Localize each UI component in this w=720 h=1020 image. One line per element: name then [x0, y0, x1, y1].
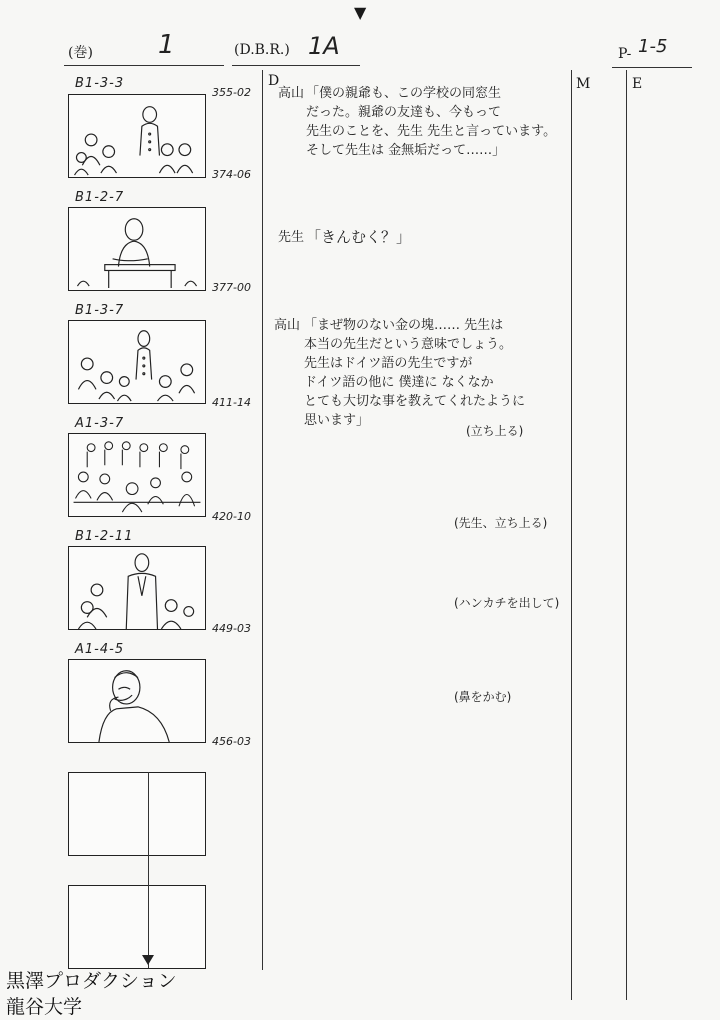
reel-underline: [64, 65, 224, 66]
dbr-label: (D.B.R.): [234, 42, 290, 58]
shot-label: B1-2-7: [75, 190, 125, 205]
column-e-header: E: [632, 76, 643, 92]
storyboard-frame: [68, 659, 206, 743]
dbr-value: 1A: [308, 32, 340, 60]
credit-university: 龍谷大学: [6, 996, 83, 1018]
storyboard-frame-empty: [68, 772, 206, 856]
column-rule-music: [626, 70, 627, 1000]
page-marker-arrow: ▼: [354, 3, 367, 22]
dbr-underline: [232, 65, 360, 66]
stage-direction: (ハンカチを出して): [454, 596, 560, 610]
sketch-teacher-at-desk-icon: [69, 208, 205, 290]
sketch-classroom-icon: [69, 434, 205, 516]
stage-direction: (鼻をかむ): [454, 690, 512, 704]
shot-label: B1-2-11: [75, 529, 134, 544]
sketch-students-and-teacher-icon: [69, 95, 205, 177]
page-value: 1-5: [638, 36, 668, 57]
column-rule-picture: [262, 70, 263, 970]
storyboard-frame-empty: [68, 885, 206, 969]
dialogue-line: 「僕の親爺も、この学校の同窓生 だった。親爺の友達も、今もって 先生のことを、先生 先生と言っています。 そして先生は 金無垢だって……」: [306, 86, 557, 158]
timecode-out: 411-14: [212, 396, 251, 409]
shot-label: A1-3-7: [75, 416, 125, 431]
timecode-out: 420-10: [212, 510, 251, 523]
storyboard-frame: [68, 433, 206, 517]
dialogue-line: 「きんむく？」: [306, 228, 412, 246]
timecode-out: 449-03: [212, 622, 251, 635]
storyboard-frame: [68, 207, 206, 291]
credit-production: 黒澤プロダクション: [6, 970, 177, 992]
dialogue-speaker: 先生: [278, 230, 305, 245]
storyboard-frame: [68, 546, 206, 630]
page-label: P-: [618, 46, 632, 62]
timecode-out: 456-03: [212, 735, 251, 748]
continuation-line: [148, 772, 149, 968]
reel-label: (巻): [68, 45, 93, 61]
shot-label: A1-4-5: [75, 642, 125, 657]
sketch-students-and-teacher-icon: [69, 321, 205, 403]
dialogue-line: 「まぜ物のない金の塊…… 先生は 本当の先生だという意味でしょう。 先生はドイツ語の先生ですが ドイツ語の他に 僕達に なくなか とても大切な事を教えてくれたように 思います」: [304, 318, 526, 428]
stage-direction: (立ち上る): [466, 424, 524, 438]
sketch-teacher-closeup-icon: [69, 660, 205, 742]
stage-direction: (先生、立ち上る): [454, 516, 548, 530]
column-m-header: M: [576, 76, 591, 92]
dialogue-speaker: 高山: [278, 86, 305, 101]
dialogue-speaker: 高山: [274, 318, 301, 333]
column-rule-dialogue: [571, 70, 572, 1000]
shot-label: B1-3-7: [75, 303, 125, 318]
timecode-out: 374-06: [212, 168, 251, 181]
shot-label: B1-3-3: [75, 76, 125, 91]
storyboard-frame: [68, 320, 206, 404]
timecode-out: 377-00: [212, 281, 251, 294]
page-underline: [612, 67, 692, 68]
sketch-teacher-standing-icon: [69, 547, 205, 629]
column-d-header: D: [268, 73, 280, 89]
timecode-in: 355-02: [212, 86, 251, 99]
continuation-arrow-icon: [142, 955, 154, 965]
reel-value: 1: [158, 30, 175, 60]
storyboard-frame: [68, 94, 206, 178]
